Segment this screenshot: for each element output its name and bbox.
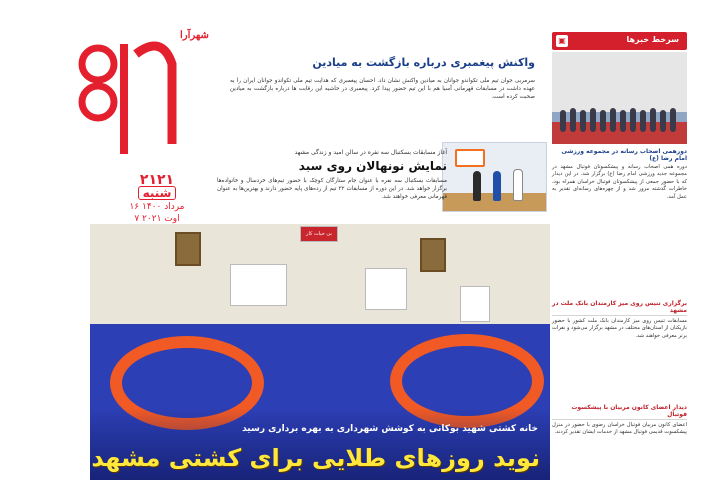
masthead-logo bbox=[72, 24, 209, 174]
weekday: شنبه bbox=[138, 186, 177, 200]
sidebar-photo bbox=[552, 52, 687, 144]
portrait-frame bbox=[420, 238, 446, 272]
newspaper-page bbox=[32, 14, 687, 480]
story-title[interactable]: نمایش نونهالان روی سبد bbox=[298, 159, 447, 173]
group-figures bbox=[552, 102, 687, 142]
wrestler-mural bbox=[365, 268, 407, 310]
sidebar-header bbox=[552, 32, 687, 50]
wrestling-hall-photo bbox=[90, 224, 550, 480]
headline-kicker: خانه کشتی شهید بوکانی به کوشش شهرداری به بهره برداری رسید bbox=[242, 424, 538, 434]
svg-text:شهرآرا: شهرآرا bbox=[180, 30, 209, 41]
news-icon: ▣ bbox=[556, 35, 568, 47]
story-basketball bbox=[217, 149, 447, 201]
masthead bbox=[72, 24, 209, 224]
wrestler-mural bbox=[230, 264, 287, 306]
sidebar-caption bbox=[552, 148, 687, 201]
story-body: مسابقات بسکتبال سه نفره با عنوان جام ستارگان کوچک با حضور تیم‌های خردسال و خانواده‌ها برگزار خواهد شد. در این دوره از مسابقات ۳۲ تیم از رده‌های پایه حضور دارند و بهترین‌ها به عنوان قهرمانی معرفی خواهند شد. bbox=[217, 178, 447, 200]
story-taekwondo bbox=[230, 56, 535, 101]
rollup-banner bbox=[460, 286, 490, 322]
main-headline[interactable]: نوید روزهای طلایی برای کشتی مشهد bbox=[91, 444, 540, 472]
sidebar-item-tabletennis bbox=[552, 300, 687, 340]
sidebar-item-body: مسابقات تنیس روی میز کارمندان بانک ملت کشور با حضور بازیکنان از استان‌های مختلف در مشهد برگزار می‌شود و نفرات برتر معرفی خواهند شد. bbox=[552, 318, 687, 339]
date-gregorian: ۷ اوت ۲۰۲۱ bbox=[134, 214, 180, 224]
sidebar-item-title[interactable]: دیدار اعضای کانون مربیان با پیشکسوت فوتبال bbox=[552, 404, 687, 420]
date-persian: ۱۶ مرداد ۱۴۰۰ bbox=[129, 202, 185, 212]
player-figure bbox=[493, 171, 501, 201]
basket-hoop-icon bbox=[455, 149, 485, 167]
story-title[interactable]: واکنش پیغمبری درباره بازگشت به میادین bbox=[312, 56, 535, 69]
player-figure bbox=[473, 171, 481, 201]
caption-title[interactable]: دورهمی اصحاب رسانه در مجموعه ورزشی امام رضا (ع) bbox=[561, 148, 687, 162]
wall-banner: بی حیات کار bbox=[300, 226, 338, 242]
issue-number: ۲۱۲۱ bbox=[139, 172, 175, 188]
story-kicker: آغاز مسابقات بسکتبال سه نفره در سالن امید و زندگی مشهد bbox=[294, 149, 447, 156]
sidebar-item-body: اعضای کانون مربیان فوتبال خراسان رضوی با حضور در منزل پیشکسوت قدیمی فوتبال مشهد از خدمات ایشان تقدیر کردند. bbox=[552, 422, 687, 436]
news-sidebar bbox=[552, 32, 687, 480]
portrait-frame bbox=[175, 232, 201, 266]
sidebar-header-label: سرخط خبرها bbox=[626, 35, 679, 44]
sidebar-item-title[interactable]: برگزاری تنیس روی میز کارمندان بانک ملت در مشهد bbox=[551, 300, 687, 314]
caption-body: دوره همی اصحاب رسانه و پیشکسوتان فوتبال مشهد در مجموعه جدید ورزشی امام رضا (ع) برگزار شد. در این دیدار که با حضور جمعی از پیشکسوتان فوتبال خراسان همراه بود، خاطرات گذشته مرور شد و از چهره‌های رسانه‌ای تقدیر به عمل آمد. bbox=[552, 164, 687, 200]
basketball-photo bbox=[442, 142, 547, 212]
player-figure bbox=[513, 169, 523, 201]
sidebar-item-coaches bbox=[552, 404, 687, 437]
story-body: سرمربی جوان تیم ملی تکواندو جوانان به میادین واکنش نشان داد. احسان پیغمبری که هدایت تیم ملی تکواندو جوانان ایران را به عهده داشت در مسابقات قهرمانی آسیا هم با این تیم حضور پیدا کرد. پیغمبری در حاشیه این رقابت ها درباره بازگشت به میادین صحبت کرده است. bbox=[230, 78, 535, 100]
headline-overlay bbox=[90, 408, 550, 480]
